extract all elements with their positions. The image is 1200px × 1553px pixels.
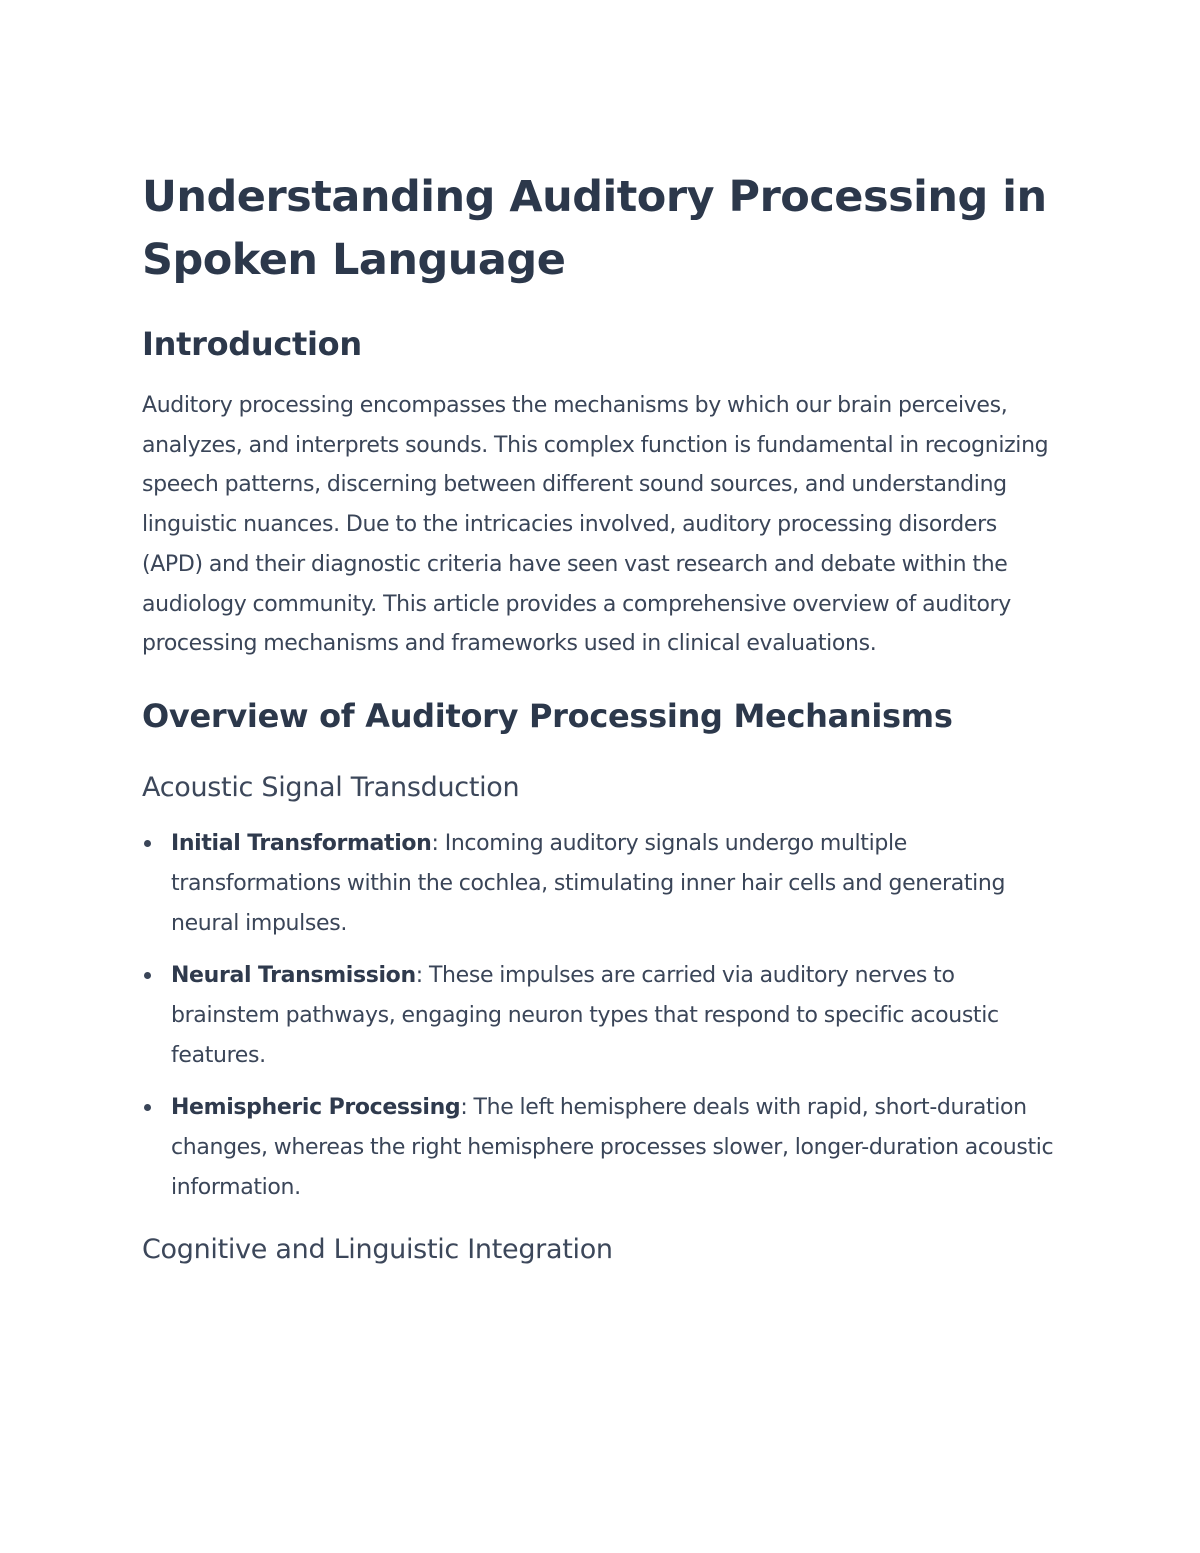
document-page	[142, 166, 1062, 1270]
section-heading-introduction: Introduction	[142, 325, 362, 363]
list-item	[142, 824, 1062, 944]
subsection-heading-transduction: Acoustic Signal Transduction	[142, 771, 520, 803]
list-item-text: : These impulses are carried via auditory nerves to brainstem pathways, engaging neuron types that respond to specific acoustic features.	[171, 962, 999, 1068]
bullet-icon	[144, 840, 151, 847]
subsection-heading-integration: Cognitive and Linguistic Integration	[142, 1233, 613, 1265]
list-item-text: : Incoming auditory signals undergo multiple transformations within the cochlea, stimulating inner hair cells and generating neural impulses.	[171, 830, 1006, 936]
bullet-icon	[144, 1104, 151, 1111]
introduction-paragraph: Auditory processing encompasses the mechanisms by which our brain perceives, analyzes, and interprets sounds. This complex function is fundamental in recognizing speech patterns, discerning between different sound sources, and understanding linguistic nuances. Due to the intricacies involved, auditory processing disorders (APD) and their diagnostic criteria have seen vast research and debate within the audiology community. This article provides a comprehensive overview of auditory processing mechanisms and frameworks used in clinical evaluations.	[142, 393, 1049, 657]
list-item-text: : The left hemisphere deals with rapid, short-duration changes, whereas the right hemisphere processes slower, longer-duration acoustic information.	[171, 1094, 1054, 1200]
list-item-term: Neural Transmission	[171, 962, 416, 988]
list-item-term: Hemispheric Processing	[171, 1094, 461, 1120]
list-item	[142, 1088, 1062, 1208]
document-title: Understanding Auditory Processing in Spoken Language	[142, 172, 1047, 285]
section-heading-overview: Overview of Auditory Processing Mechanisms	[142, 696, 953, 735]
transduction-list	[142, 824, 1062, 1208]
list-item-term: Initial Transformation	[171, 830, 432, 856]
list-item	[142, 956, 1062, 1076]
bullet-icon	[144, 972, 151, 979]
